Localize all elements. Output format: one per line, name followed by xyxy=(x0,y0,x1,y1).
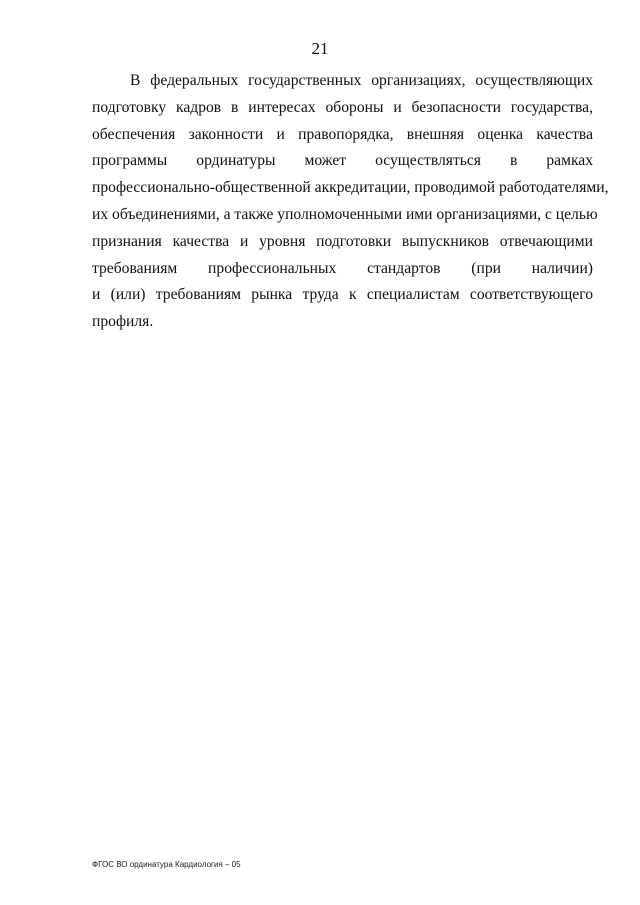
page-number: 21 xyxy=(311,39,329,58)
paragraph-line: профиля. xyxy=(92,313,154,331)
paragraph-line: требованиям профессиональных стандартов (при наличии) xyxy=(92,259,593,277)
paragraph-line: их объединениями, а также уполномоченными ими организациями, с целью xyxy=(92,205,598,223)
paragraph-line: обеспечения законности и правопорядка, внешняя оценка качества xyxy=(92,125,593,143)
paragraph-line: подготовку кадров в интересах обороны и безопасности государства, xyxy=(92,98,593,116)
paragraph-line: признания качества и уровня подготовки выпускников отвечающими xyxy=(92,232,593,250)
paragraph-line: профессионально-общественной аккредитации, проводимой работодателями, xyxy=(92,179,609,197)
paragraph-line: В федеральных государственных организациях, осуществляющих xyxy=(130,72,593,89)
body-paragraph xyxy=(92,68,609,336)
document-footer: ФГОС ВО ординатура Кардиология – 05 xyxy=(92,860,241,869)
paragraph-line: программы ординатуры может осуществляться в рамках xyxy=(92,152,593,170)
paragraph-line: и (или) требованиям рынка труда к специалистам соответствующего xyxy=(92,286,593,304)
